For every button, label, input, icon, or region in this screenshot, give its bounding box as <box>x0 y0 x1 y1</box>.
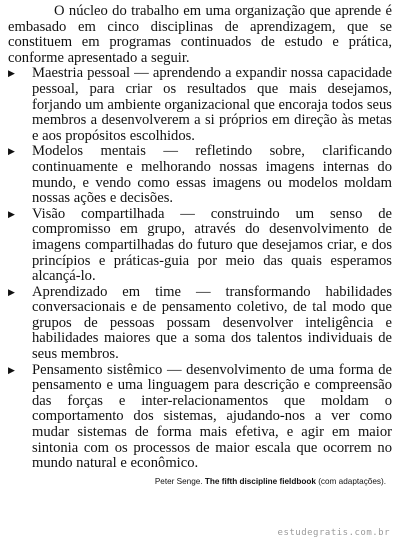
citation <box>8 476 392 487</box>
list-item-text: Pensamento sistêmico — desenvolvimento de uma forma de pensamento e uma linguagem para descrição e compreensão das forças e inter-relacionamentos que moldam o comportamento dos sistemas, ajudando-nos a ver como mudar sistemas de forma mais efetiva, e agir em maior sintonia com os processos de maior escala que ocorrem no mundo natural e econômico. <box>32 361 392 472</box>
disciplines-list <box>8 66 392 471</box>
citation-author: Peter Senge. <box>154 476 203 486</box>
bullet-arrow-icon: ▶ <box>8 286 15 297</box>
list-item-text: Modelos mentais — refletindo sobre, clarificando continuamente e melhorando nossas imagens internas do mundo, e vendo como essas imagens ou modelos moldam nossas ações e decisões. <box>32 143 392 207</box>
list-item <box>8 144 392 206</box>
site-watermark: estudegratis.com.br <box>277 528 390 538</box>
bullet-arrow-icon: ▶ <box>8 146 15 157</box>
list-item <box>8 207 392 285</box>
bullet-arrow-icon: ▶ <box>8 68 15 79</box>
list-item-text: Visão compartilhada — construindo um senso de compromisso em grupo, através do desenvolvimento de imagens compartilhadas do futuro que desejamos criar, e dos princípios e práticas-guia por meio das quais esperamos alcançá-lo. <box>32 205 392 285</box>
document-page <box>8 4 392 487</box>
list-item <box>8 363 392 472</box>
citation-note: (com adaptações). <box>318 476 386 486</box>
bullet-arrow-icon: ▶ <box>8 364 15 375</box>
bullet-arrow-icon: ▶ <box>8 208 15 219</box>
citation-book-title: The fifth discipline fieldbook <box>204 476 316 486</box>
list-item-text: Maestria pessoal — aprendendo a expandir nossa capacidade pessoal, para criar os resultados que mais desejamos, forjando um ambiente organizacional que encoraja todos seus membros a desenvolverem a si próprios em direção às metas e aos propósitos escolhidos. <box>32 65 392 144</box>
list-item <box>8 285 392 363</box>
intro-paragraph: O núcleo do trabalho em uma organização que aprende é embasado em cinco disciplinas de aprendizagem, que se constituem em programas continuados de estudo e prática, conforme apresentado a seguir. <box>8 3 392 66</box>
list-item-text: Aprendizado em time — transformando habilidades conversacionais e de pensamento coletivo, de tal modo que grupos de pessoas possam desenvolver inteligência e habilidades maiores que a soma dos talentos individuais de seus membros. <box>32 283 392 363</box>
list-item <box>8 66 392 144</box>
